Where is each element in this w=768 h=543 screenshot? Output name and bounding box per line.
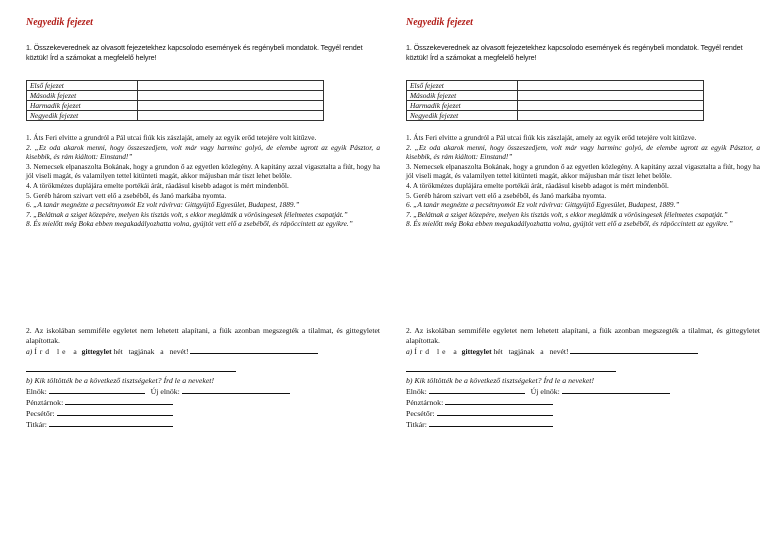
task2-intro: 2. Az iskolában semmiféle egyletet nem lehetett alapítani, a fiúk azonban megszegték a tilalmat, és gittegyletet alapítottak. (406, 326, 760, 345)
answer-line[interactable] (570, 346, 698, 354)
event-item: 7. „Belátnak a sziget közepére, melyen kis tisztás volt, s ekkor meglátták a vörösingesek félelmetes csapatját.” (26, 209, 348, 219)
role-row (406, 408, 760, 419)
answer-line[interactable] (406, 371, 616, 372)
task2-b-question (406, 375, 760, 386)
role-row (26, 397, 380, 408)
chapter-label: Harmadik fejezet (27, 101, 138, 111)
answer-line[interactable] (182, 386, 290, 394)
table-row (27, 111, 324, 121)
table-row (407, 111, 704, 121)
role-row (26, 419, 380, 430)
table-row (407, 81, 704, 91)
answer-line[interactable] (445, 397, 553, 405)
role-label: Elnök: (26, 387, 47, 396)
table-row (27, 101, 324, 111)
task2-a-text-before: Írd le a (414, 347, 460, 356)
role-row (406, 386, 760, 397)
answer-cell[interactable] (138, 101, 324, 111)
task1-instruction: 1. Összekeverednek az olvasott fejezetekhez kapcsolodo események és regénybeli mondatok. Tegyél rendet köztük! Írd a számokat a megfelelő helyre! (26, 43, 363, 62)
event-item: 8. És mielőtt még Boka ebben megakadályozhatta volna, gyújtót vett elő a zsebéből, és rápöccintett az egyikre.” (406, 219, 733, 229)
event-item: 5. Geréb három szivart vett elő a zsebéből, és Janó markába nyomta. (406, 190, 607, 200)
task2-b-block (406, 375, 760, 430)
task2-b-block (26, 375, 380, 430)
event-item: 4. A törökmézes duplájára emelte portékái árát, ráadásul kisebb adagot is mért mindenből. (26, 180, 289, 190)
answer-cell[interactable] (518, 101, 704, 111)
role-label: Elnök: (406, 387, 427, 396)
chapter-label: Első fejezet (27, 81, 138, 91)
table-row (27, 81, 324, 91)
task2-a (26, 346, 380, 357)
event-item: 6. „A tanár megnézte a pecsétnyomót Ez volt rávírva: Gittgyüjtő Egyesület, Budapest, 1889.” (26, 200, 300, 210)
role-label: Pecsétőr: (406, 409, 435, 418)
task2-b-question (26, 375, 380, 386)
task2-block (406, 326, 760, 357)
task2-a-text-after: hét tagjának a nevét! (493, 347, 569, 356)
event-list (26, 133, 380, 229)
event-item: 3. Nemecsek elpanaszolta Bokának, hogy a grundon ő az egyetlen közlegény. A kapitány azzal vigasztalta a fiút, hogy ha jól viseli magát, és valamilyen tettel kitünteti magát, akkor májusban már tiszt lehet belőle. (406, 161, 760, 181)
event-item: 1. Áts Feri elvitte a grundról a Pál utcai fiúk kis zászlaját, amely az egyik erőd tetejére volt kitűzve. (406, 133, 697, 142)
task2-a-bold: gittegylet (81, 347, 112, 356)
role-label: Titkár: (26, 420, 47, 429)
task2-block (26, 326, 380, 357)
role-label: Új elnök: (150, 387, 180, 396)
event-item: 3. Nemecsek elpanaszolta Bokának, hogy a grundon ő az egyetlen közlegény. A kapitány azzal vigasztalta a fiút, hogy ha jól viseli magát, és valamilyen tettel kitünteti magát, akkor májusban már tiszt lehet belőle. (26, 161, 380, 181)
chapter-label: Első fejezet (407, 81, 518, 91)
table-row (407, 101, 704, 111)
task2-a-bold: gittegylet (461, 347, 492, 356)
answer-cell[interactable] (518, 81, 704, 91)
chapter-label: Negyedik fejezet (407, 111, 518, 121)
role-row (26, 386, 380, 397)
task2-intro: 2. Az iskolában semmiféle egyletet nem lehetett alapítani, a fiúk azonban megszegték a tilalmat, és gittegyletet alapítottak. (26, 326, 380, 345)
chapter-title: Negyedik fejezet (26, 17, 93, 28)
chapter-table (406, 80, 704, 121)
answer-cell[interactable] (138, 91, 324, 101)
table-row (407, 91, 704, 101)
answer-cell[interactable] (138, 111, 324, 121)
chapter-label: Második fejezet (27, 91, 138, 101)
chapter-label: Negyedik fejezet (27, 111, 138, 121)
chapter-table (26, 80, 324, 121)
answer-line[interactable] (429, 386, 525, 394)
answer-line[interactable] (49, 419, 173, 427)
event-item: 5. Geréb három szivart vett elő a zsebéből, és Janó markába nyomta. (26, 190, 227, 200)
answer-line[interactable] (49, 386, 145, 394)
answer-line[interactable] (562, 386, 670, 394)
event-item: 6. „A tanár megnézte a pecsétnyomót Ez volt rávírva: Gittgyüjtő Egyesület, Budapest, 1889.” (406, 200, 680, 210)
chapter-title: Negyedik fejezet (406, 17, 473, 28)
role-row (406, 419, 760, 430)
task2-a-text-after: hét tagjának a nevét! (113, 347, 189, 356)
answer-line[interactable] (57, 408, 173, 416)
task2-a-text-before: Írd le a (34, 347, 80, 356)
role-row (406, 397, 760, 408)
answer-cell[interactable] (518, 91, 704, 101)
answer-line[interactable] (65, 397, 173, 405)
task1-instruction: 1. Összekeverednek az olvasott fejezetekhez kapcsolodo események és regénybeli mondatok. Tegyél rendet köztük! Írd a számokat a megfelelő helyre! (406, 43, 743, 62)
event-item: 7. „Belátnak a sziget közepére, melyen kis tisztás volt, s ekkor meglátták a vörösingesek félelmetes csapatját.” (406, 209, 728, 219)
event-item: 1. Áts Feri elvitte a grundról a Pál utcai fiúk kis zászlaját, amely az egyik erőd tetejére volt kitűzve. (26, 133, 317, 142)
event-item: 2. „Ez oda akarok menni, hogy összeszedjem, volt már vagy harminc golyó, de elembe ugrott az egyik Pásztor, a kisebbik, és rám kiáltott: Einstand!” (406, 142, 760, 162)
answer-line[interactable] (429, 419, 553, 427)
answer-line[interactable] (437, 408, 553, 416)
task2-a-prefix: a) (406, 347, 413, 356)
chapter-label: Második fejezet (407, 91, 518, 101)
role-label: Pénztárnok: (406, 398, 444, 407)
answer-line[interactable] (190, 346, 318, 354)
task2-b-text: b) Kik töltötték be a következő tisztségeket? Írd le a neveket! (406, 376, 595, 385)
event-item: 4. A törökmézes duplájára emelte portékái árát, ráadásul kisebb adagot is mért mindenből. (406, 180, 669, 190)
role-label: Új elnök: (530, 387, 560, 396)
role-row (26, 408, 380, 419)
task2-a-prefix: a) (26, 347, 33, 356)
event-list (406, 133, 760, 229)
role-label: Pénztárnok: (26, 398, 64, 407)
role-label: Titkár: (406, 420, 427, 429)
table-row (27, 91, 324, 101)
event-item: 2. „Ez oda akarok menni, hogy összeszedjem, volt már vagy harminc golyó, de elembe ugrott az egyik Pásztor, a kisebbik, és rám kiáltott: Einstand!” (26, 142, 380, 162)
task2-a (406, 346, 760, 357)
answer-cell[interactable] (138, 81, 324, 91)
answer-cell[interactable] (518, 111, 704, 121)
task2-b-text: b) Kik töltötték be a következő tisztségeket? Írd le a neveket! (26, 376, 215, 385)
role-label: Pecsétőr: (26, 409, 55, 418)
chapter-label: Harmadik fejezet (407, 101, 518, 111)
event-item: 8. És mielőtt még Boka ebben megakadályozhatta volna, gyújtót vett elő a zsebéből, és rápöccintett az egyikre.” (26, 219, 353, 229)
answer-line[interactable] (26, 371, 236, 372)
